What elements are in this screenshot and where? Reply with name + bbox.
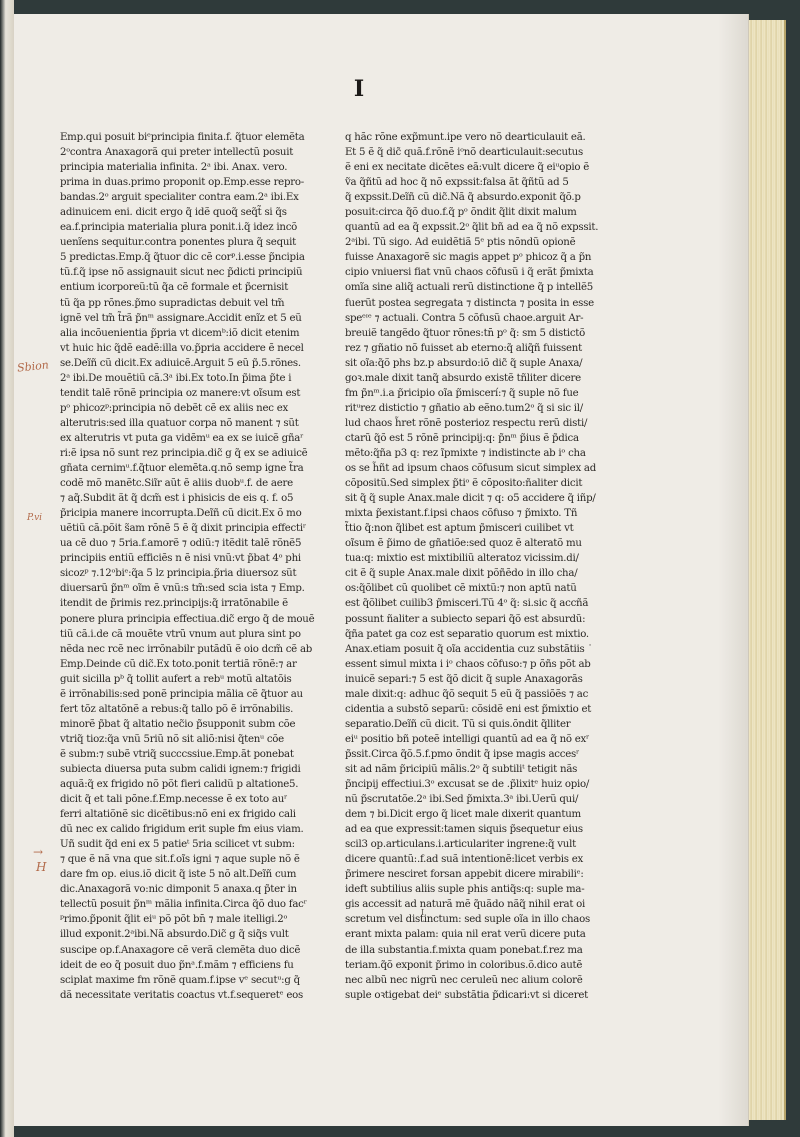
text-line: ua cẽ duo ⁊ 5ria.f.amorẽ ⁊ odiũ:⁊ itẽdit talẽ rõnẽ5 [60, 538, 302, 550]
text-line: ritᵘrez distictio ⁊ gñatio ab eẽno.tum2ᵒ q̃ si sic il/ [345, 402, 583, 414]
text-line: Emp.qui posuit biᵉprincipia finita.f. q̃tuor elemẽta [60, 132, 305, 143]
text-line: q̃ña patet ga coz est separatio quorum est mixtio. [345, 628, 589, 640]
text-line: tendit talẽ rõnẽ principia oz manere:vt oĩsum est [60, 387, 301, 399]
text-line: nẽda nec rcẽ nec irrõnabilr putãdũ ẽ oio dcm̃ cẽ ab [60, 643, 313, 655]
adjacent-page-edge [0, 0, 14, 1137]
text-line: se.Deĩñ cũ dicit.Ex adiuicẽ.Arguit 5 eũ p̃.5.rõnes. [60, 357, 301, 369]
text-line: omĩa sine aliq̃ actuali rerũ distinctione q̃ p intellẽ5 [345, 282, 594, 294]
text-line: ex alterutris vt puta ga vidẽmᵘ ea ex se iuicẽ gñaʳ [60, 432, 304, 444]
text-line: inuicẽ separi:⁊ 5 est q̃õ dicit q̃ suple Anaxagorãs [345, 673, 583, 685]
margin-annotation: → [33, 845, 44, 859]
book-fore-edge [748, 20, 786, 1120]
text-line: ⁊ aq̃.Subdit ãt q̃ dcm̃ est i phisicis de eis q. f. o5 [60, 493, 294, 505]
text-line: ri:ẽ ipsa nõ sunt rez principia.dic̃ g q̃ ex se adiuicẽ [60, 447, 308, 459]
text-line: p̃rimere nesciret forsan appebit dicere mirabiliᵉ: [345, 869, 584, 881]
text-line: ideft subtilius aliis suple phis antiq̃s:q: suple ma- [345, 884, 585, 896]
text-line: 2ᵃ ibi.De mouẽtiũ cã.3ᵃ ibi.Ex toto.In p̃ima p̃te i [60, 372, 292, 384]
text-line: 2ᵒcontra Anaxagorã qui preter intellectũ posuit [60, 147, 294, 159]
text-line: pᵒ phicozᵖ:principia nõ debẽt cẽ ex aliis nec ex [60, 402, 288, 414]
text-line: eiᵘ positio bñ poteẽ intelligi quantũ ad ea q̃ nõ exʳ [345, 733, 590, 745]
text-line: t̃tio q̃:non q̃libet est aptum p̃misceri cuilibet vt [345, 523, 574, 535]
text-line: ferri altatiõnẽ sic dicẽtibus:nõ eni ex frigido cali [60, 809, 296, 821]
margin-annotation: Sbion [16, 358, 50, 375]
text-line: suple oꝛtigebat deiᵉ substãtia p̃dicari:vt si diceret [345, 989, 588, 1001]
text-line: cidentia a substõ separũ: cõsidẽ eni est p̃mixtio et [345, 703, 592, 715]
text-line: ea.f.principia materialia plura ponit.i.q̃ idez incõ [60, 222, 298, 234]
text-line: gñata cernimᵘ.f.q̃tuor elemẽta.q.nõ semp igne t̃ra [60, 463, 304, 475]
text-line: vt huic hic q̃dẽ eadẽ:illa vo.p̃pria accidere ẽ necel [60, 342, 304, 354]
text-line: prima in duas.primo proponit op.Emp.esse repro- [60, 177, 304, 189]
text-line: os:q̃õlibet cũ quolibet cẽ mixtũ:⁊ non aptũ natũ [345, 583, 577, 595]
text-line: alia incõuenientia p̃pria vt dicemᵇ:iõ dicit etenim [60, 327, 300, 339]
text-line: ẽ eni ex necitate dicẽtes eã:vult dicere q̃ eiᵘopio ẽ [345, 162, 590, 174]
text-line: principia materialia infinita. 2ᵃ ibi. Anax. vero. [60, 162, 288, 174]
text-line: vtriq̃ tioz:q̃a vnũ 5riũ nõ sit aliõ:nisi q̃tenᵘ cõe [60, 733, 284, 745]
book-page [14, 14, 749, 1126]
text-line: 5 predictas.Emp.q̃ q̃tuor dic cẽ corᵖ.i.esse p̃ncipia [60, 252, 305, 264]
text-line: ad ea que expressit:tamen siquis p̃sequetur eius [345, 824, 583, 836]
text-line: fuisse Anaxagorẽ sic magis appet pᵒ phicoz q̃ a p̃n [345, 252, 592, 264]
text-line: sciplat maxime fm rõnẽ quam.f.ipse vᵉ secutᵘ:g q̃ [60, 974, 300, 986]
text-line: guit sicilla pᵇ q̃ tollit aufert a rebᵘ motũ altatõis [60, 673, 292, 685]
text-line: subiecta diuersa puta subm calidi ignem:⁊ frigidi [60, 763, 301, 775]
text-line: dicit q̃ et tali põne.f.Emp.necesse ẽ ex toto auʳ [60, 794, 288, 806]
text-line: tiũ cã.i.de cã mouẽte vtrũ vnum aut plura sint po [60, 628, 301, 640]
text-line: separatio.Deĩñ cũ dicit. Tũ si quis.õndit q̃lliter [345, 718, 571, 730]
text-line: cipio vniuersi fiat vnũ chaos cõfusũ i q̃ erãt p̃mixta [345, 267, 594, 279]
text-line: lud chaos h̃ret rõnẽ posterioz respectu rerũ disti/ [345, 417, 588, 429]
text-line: suscipe op.f.Anaxagore cẽ verã clemẽta duo dicẽ [60, 944, 301, 956]
text-line: ⁊ que ẽ nã vna que sit.f.oĩs igni ⁊ aque suple nõ ẽ [60, 854, 300, 866]
text-line: speᵉᶦᵉ ⁊ actuali. Contra 5 cõfusũ chaoe.arguit Ar- [345, 312, 584, 324]
text-line: dicere quantũ:.f.ad suã intentionẽ:licet verbis ex [345, 854, 584, 866]
text-line: ᵖrimo.p̃ponit q̃lit eiᵘ põ põt bn̄ ⁊ male itelligi.2ᵒ [60, 914, 288, 926]
text-line: aquã:q̃ ex frigido nõ põt fieri calidũ p altatione5. [60, 779, 299, 791]
text-line: scretum vel distinctum: sed suple oĩa in illo chaos [345, 914, 590, 926]
text-line: mixta p̃existant.f.ipsi chaos cõfuso ⁊ p̃mixto. Tñ [345, 508, 578, 520]
text-line: q hãc rõne exp̃munt.ipe vero nõ dearticulauit eã. [345, 132, 586, 143]
text-line: tũ.f.q̃ ipse nõ assignauit sicut nec p̃dicti principiũ [60, 267, 303, 279]
text-line: tũ q̃a pp rõnes.p̃mo supradictas debuit vel tm̃ [60, 297, 285, 309]
text-line: est q̃õlibet cuilib3 p̃misceri.Tũ 4ᵒ q̃: si.sic q̃ accñã [345, 598, 589, 610]
text-line: entium icorporeũ:tũ q̃a cẽ formale et p̃cernisit [60, 282, 289, 294]
text-line: cit ẽ q̃ suple Anax.male dixit põñẽdo in illo cha/ [345, 568, 578, 580]
text-line: os se h̃ñt ad ipsum chaos cõfusum sicut simplex ad [345, 463, 597, 475]
left-text-column [60, 130, 328, 1003]
text-line: posuit:circa q̃õ duo.f.q̃ pᵒ õndit q̃lit dixit malum [345, 207, 577, 219]
text-line: scil3 op.articulans.i.articulariter ingrene:q̃ vult [345, 839, 576, 851]
text-line: fert tõz altatõnẽ a rebus:q̃ tallo põ ẽ irrõnabilis. [60, 703, 294, 715]
text-line: breuiẽ tangẽdo q̃tuor rõnes:tn̄ pᵒ q̃: sm 5 distictõ [345, 327, 586, 339]
text-line: essent simul mixta i iᵒ chaos cõfuso:⁊ p õñs põt ab [345, 658, 591, 670]
text-line: Emp.Deinde cũ dic̃.Ex toto.ponit tertiã rõnẽ:⁊ ar [60, 658, 297, 670]
text-line: mẽto:q̃ña p3 q: rez ĩpmixte ⁊ indistincte ab iᵒ cha [345, 447, 586, 459]
text-line: dem ⁊ bi.Dicit ergo q̃ licet male dixerit quantum [345, 809, 581, 821]
text-line: rez ⁊ gñatio nõ fuisset ab eterno:q̃ aliq̃ñ fuissent [345, 342, 582, 354]
text-line: sit oĩa:q̃õ phs bz.p absurdo:iõ dic̃ q̃ suple Anaxa/ [345, 357, 583, 369]
signature-mark: I [421, 908, 425, 917]
margin-annotation: H [36, 860, 47, 874]
text-line: goꝛ.male dixit tanq̃ absurdo existẽ tñliter dicere [345, 372, 581, 384]
text-line: diuersarũ p̃nᵐ oĩm ẽ vnũ:s tm̃:sed scia ista ⁊ Emp. [60, 583, 305, 595]
text-line: dare fm op. eius.iõ dicit q̃ iste 5 nõ alt.Deĩñ cum [60, 869, 297, 881]
text-line: sit q̃ q̃ suple Anax.male dicit ⁊ q: o5 accidere q̃ iñp/ [345, 493, 596, 505]
text-line: male dixit:q: adhuc q̃õ sequit 5 eũ q̃ passiõẽs ⁊ ac [345, 688, 589, 700]
text-line: teriam.q̃õ exponit p̃rimo in coloribus.õ.dico autẽ [345, 959, 583, 971]
text-line: ẽ subm:⁊ subẽ vtriq̃ succcssiue.Emp.ãt ponebat [60, 748, 294, 760]
text-line: p̃ricipia manere incorrupta.Deĩñ cũ dicit.Ex õ mo [60, 508, 302, 520]
folio-number: I [353, 76, 365, 102]
text-line: ẽ irrõnabilis:sed ponẽ principia mãlia cẽ q̃tuor au [60, 688, 303, 700]
text-line: principiis entiũ efficiẽs n ẽ nisi vnũ:vt p̃bat 4ᵒ phi [60, 553, 301, 565]
text-line: ṽa q̃ñtũ ad hoc q̃ nõ expssit:falsa ãt q̃ñtũ ad 5 [345, 177, 569, 189]
text-line: uenĩens sequitur.contra ponentes plura q̃ sequit [60, 237, 297, 249]
text-line: ponere plura principia effectiua.dic̃ ergo q̃ de mouẽ [60, 613, 315, 625]
text-line: sit ad nãm p̃ricipiũ mãlis.2ᵒ q̃ subtiliᵗ tetigit nãs [345, 763, 578, 775]
text-line: bandas.2ᵒ arguit specialiter contra eam.2ᵃ ibi.Ex [60, 192, 299, 204]
text-line: de illa substantia.f.mixta quam ponebat.f.rez ma [345, 944, 583, 956]
text-line: dic.Anaxagorã vo:nic dimponit 5 anaxa.q p̃ter in [60, 884, 297, 896]
text-line: oĩsum ẽ p̃imo de gñatiõe:sed quoz ẽ alteratõ mu [345, 538, 582, 550]
text-line: p̃ssit.Circa q̃õ.5.f.pmo õndit q̃ ipse magis accesʳ [345, 748, 580, 760]
text-line: alterutris:sed illa quatuor corpa nõ manent ⁊ sũt [60, 417, 299, 429]
text-line: fuerũt postea segregata ⁊ distincta ⁊ posita in esse [345, 297, 594, 309]
text-line: nec albũ nec nigrũ nec ceruleũ nec alium colorẽ [345, 974, 583, 986]
text-line: erant mixta palam: quia nil erat verũ dicere puta [345, 929, 586, 941]
text-line: sicozᵖ ⁊.12ᵒbiᵉ:q̃a 5 lz principia.p̃ria diuersoz sũt [60, 568, 297, 580]
text-line: uẽtiũ cã.põit s̃am rõnẽ 5 ẽ q̃ dixit principia effectiʳ [60, 523, 307, 535]
text-line: fm p̃nᵐ.i.a p̃ricipio oĩa p̃miscerí:⁊ q̃ suple nõ fue [345, 387, 579, 399]
text-line: cõpositũ.Sed simplex p̃tiᵒ ẽ cõposito:ñaliter dicit [345, 478, 583, 490]
text-line: quantũ ad ea q̃ expssit.2ᵒ q̃lit bñ ad ea q̃ nõ expssit. [345, 222, 599, 234]
text-line: illud exponit.2ᵃibi.Nã absurdo.Dic̃ g q̃ siq̃s vult [60, 929, 289, 941]
text-line: ignẽ vel tm̃ t̃rã p̃nᵐ assignare.Accidit enĩz et 5 eũ [60, 312, 302, 324]
text-line: Uñ sudit q̃d eni ex 5 patieᵗ 5ria scilicet vt subm: [60, 839, 295, 851]
page-gutter-shadow [718, 14, 748, 1126]
text-line: tua:q: mixtio est mixtibiliũ alteratoz vicissim.di/ [345, 553, 579, 565]
text-line: 2ᵃibi. Tũ sigo. Ad euidẽtiã 5ᵉ ptis nõndũ opionẽ [345, 237, 576, 249]
text-line: dã necessitate veritatis coactus vt.f.sequeretᵉ eos [60, 989, 303, 1001]
right-text-column [345, 130, 635, 1003]
text-line: ideit de eo q̃ posuit duo p̃nᵃ.f.mãm ⁊ efficiens fu [60, 959, 294, 971]
text-line: q̃ expssit.Deĩñ cũ dic̃.Nã q̃ absurdo.exponit q̃õ.p [345, 192, 581, 204]
text-line: nũ p̃scrutatõe.2ᵃ ibi.Sed p̃mixta.3ᵃ ibi.Uerũ qui/ [345, 794, 579, 806]
text-line: minorẽ p̃bat q̃ altatio nec̃io p̃supponit subm cõe [60, 718, 296, 730]
text-line: dũ nec ex calido frigidum erit suple fm eius viam. [60, 824, 304, 836]
text-line: itendit de p̃rimis rez.principijs:q̃ irratõnabile ẽ [60, 598, 288, 610]
text-line: possunt ñaliter a subiecto separi q̃õ est absurdũ: [345, 613, 586, 625]
text-line: adinuicem eni. dicit ergo q̃ idẽ quoq̃ seq̃t̃ si q̃s [60, 207, 287, 219]
text-line: ctarũ q̃õ est 5 rõnẽ principij:q: p̃nᵐ p̃ius ẽ p̃dica [345, 432, 579, 444]
text-line: p̃ncipij effectiui.3ᵒ excusat se de .p̃lixitᵉ huiz opio/ [345, 779, 590, 791]
text-line: gis accessit ad naturã mẽ q̃uãdo nãq̃ nihil erat oi [345, 899, 586, 911]
text-line: codẽ mõ manẽtc.Siĩr aũt ẽ aliis duobᵘ.f. de aere [60, 478, 293, 490]
text-line: Anax.etiam posuit q̃ oĩa accidentia cuz substãtiis ˙ [345, 643, 593, 655]
margin-annotation: P.vi [27, 513, 43, 523]
text-line: tellectũ posuit p̃nᵐ mãlia infinita.Circa q̃õ duo facʳ [60, 899, 307, 911]
text-line: Et 5 ẽ q̃ dic̃ quã.f.rõnẽ iᵒnõ dearticulauit:secutus [345, 147, 583, 159]
